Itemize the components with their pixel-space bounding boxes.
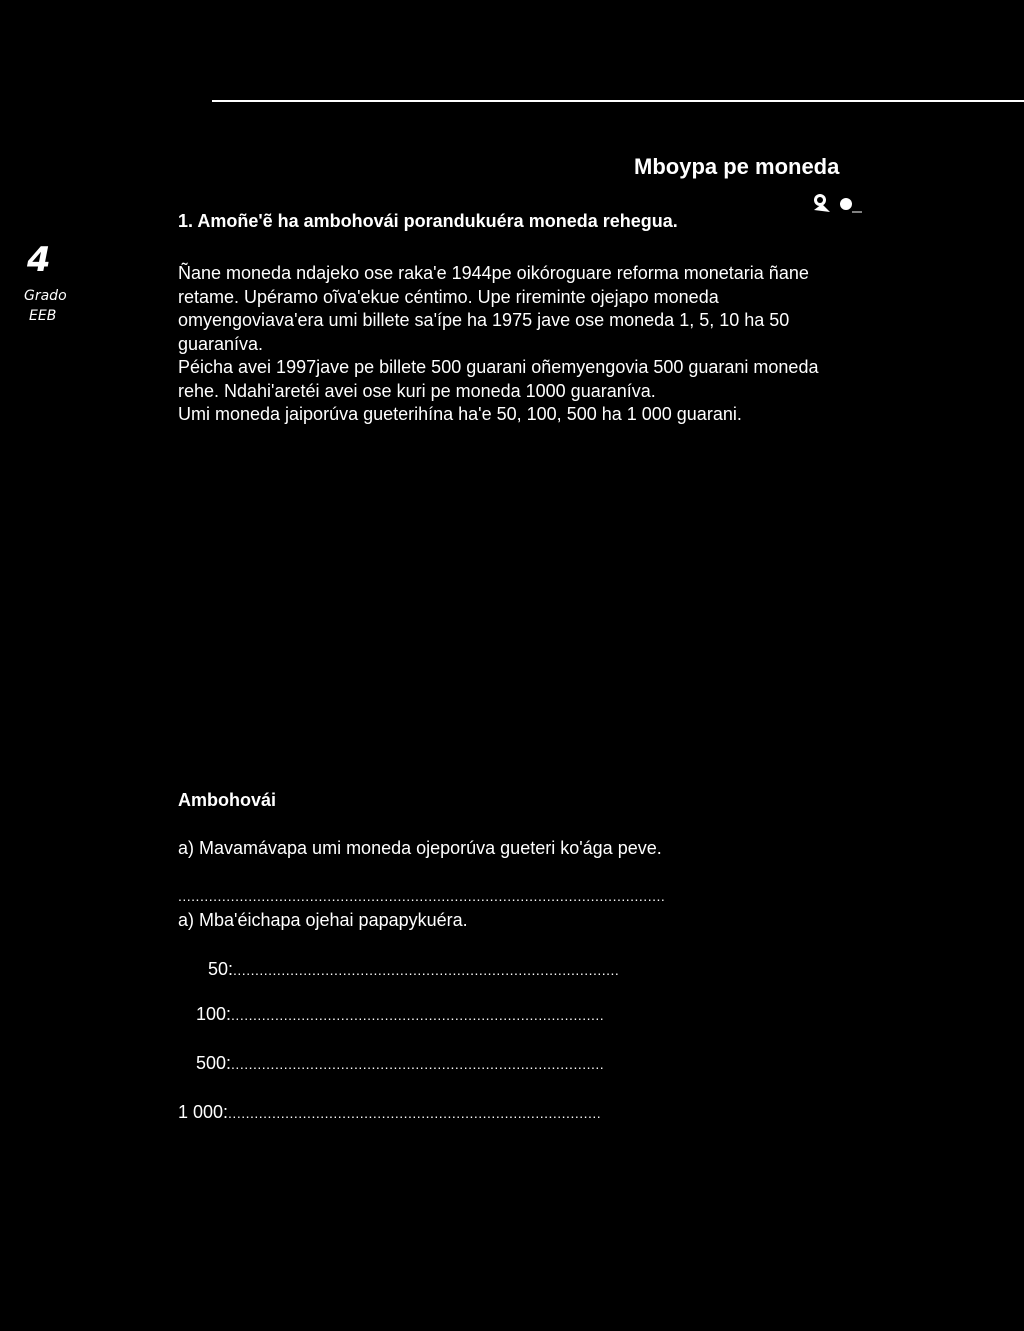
answer-blank[interactable]: ..................................................................................... (228, 1105, 602, 1121)
question-body (178, 262, 998, 427)
answer-blank[interactable]: ........................................................................................ (233, 962, 620, 978)
answer-row-500 (196, 1053, 604, 1074)
body-line: Péicha avei 1997jave pe billete 500 guarani oñemyengovia 500 guarani moneda (178, 357, 819, 377)
answer-blank[interactable]: ..................................................................................... (231, 1056, 605, 1072)
body-line: guaraníva. (178, 333, 264, 354)
exercise-item-b: a) Mba'éichapa ojehai papapykuéra. (178, 910, 468, 930)
body-line: Umi moneda jaiporúva gueterihína ha'e 50, 100, 500 ha 1 000 guarani. (178, 404, 742, 424)
exercise-item-a: a) Mavamávapa umi moneda ojeporúva gueteri ko'ága peve. (178, 838, 662, 858)
answer-line[interactable]: ............................................................................................................... (178, 888, 666, 904)
answer-label: 500: (196, 1053, 232, 1073)
grade-label: Grado (24, 288, 67, 304)
grade-number: 4 (27, 240, 51, 280)
body-line: retame. Upéramo oĩva'ekue céntimo. Upe rireminte ojejapo moneda (178, 286, 719, 307)
page-title: Mboypa pe moneda (634, 154, 840, 179)
body-line: rehe. Ndahi'aretéi avei ose kuri pe moneda 1000 guaraníva. (178, 380, 656, 401)
level-label: EEB (29, 308, 57, 324)
answer-label: 1 000: (178, 1102, 229, 1122)
answer-label: 100: (196, 1004, 232, 1024)
body-line: Ñane moneda ndajeko ose raka'e 1944pe oikóroguare reforma monetaria ñane (178, 263, 809, 283)
answer-blank[interactable]: ..................................................................................... (231, 1007, 605, 1023)
body-line: omyengoviava'era umi billete sa'ípe ha 1975 jave ose moneda 1, 5, 10 ha 50 (178, 310, 790, 330)
answer-row-50 (208, 959, 619, 980)
answer-label: 50: (208, 959, 234, 979)
header-rule (212, 100, 1024, 102)
exercise-heading: Ambohovái (178, 790, 277, 810)
coins-icon (808, 190, 864, 220)
question-heading: 1. Amoñe'ẽ ha ambohovái porandukuéra moneda rehegua. (178, 211, 678, 231)
answer-row-100 (196, 1004, 604, 1025)
answer-row-1000 (178, 1102, 601, 1123)
